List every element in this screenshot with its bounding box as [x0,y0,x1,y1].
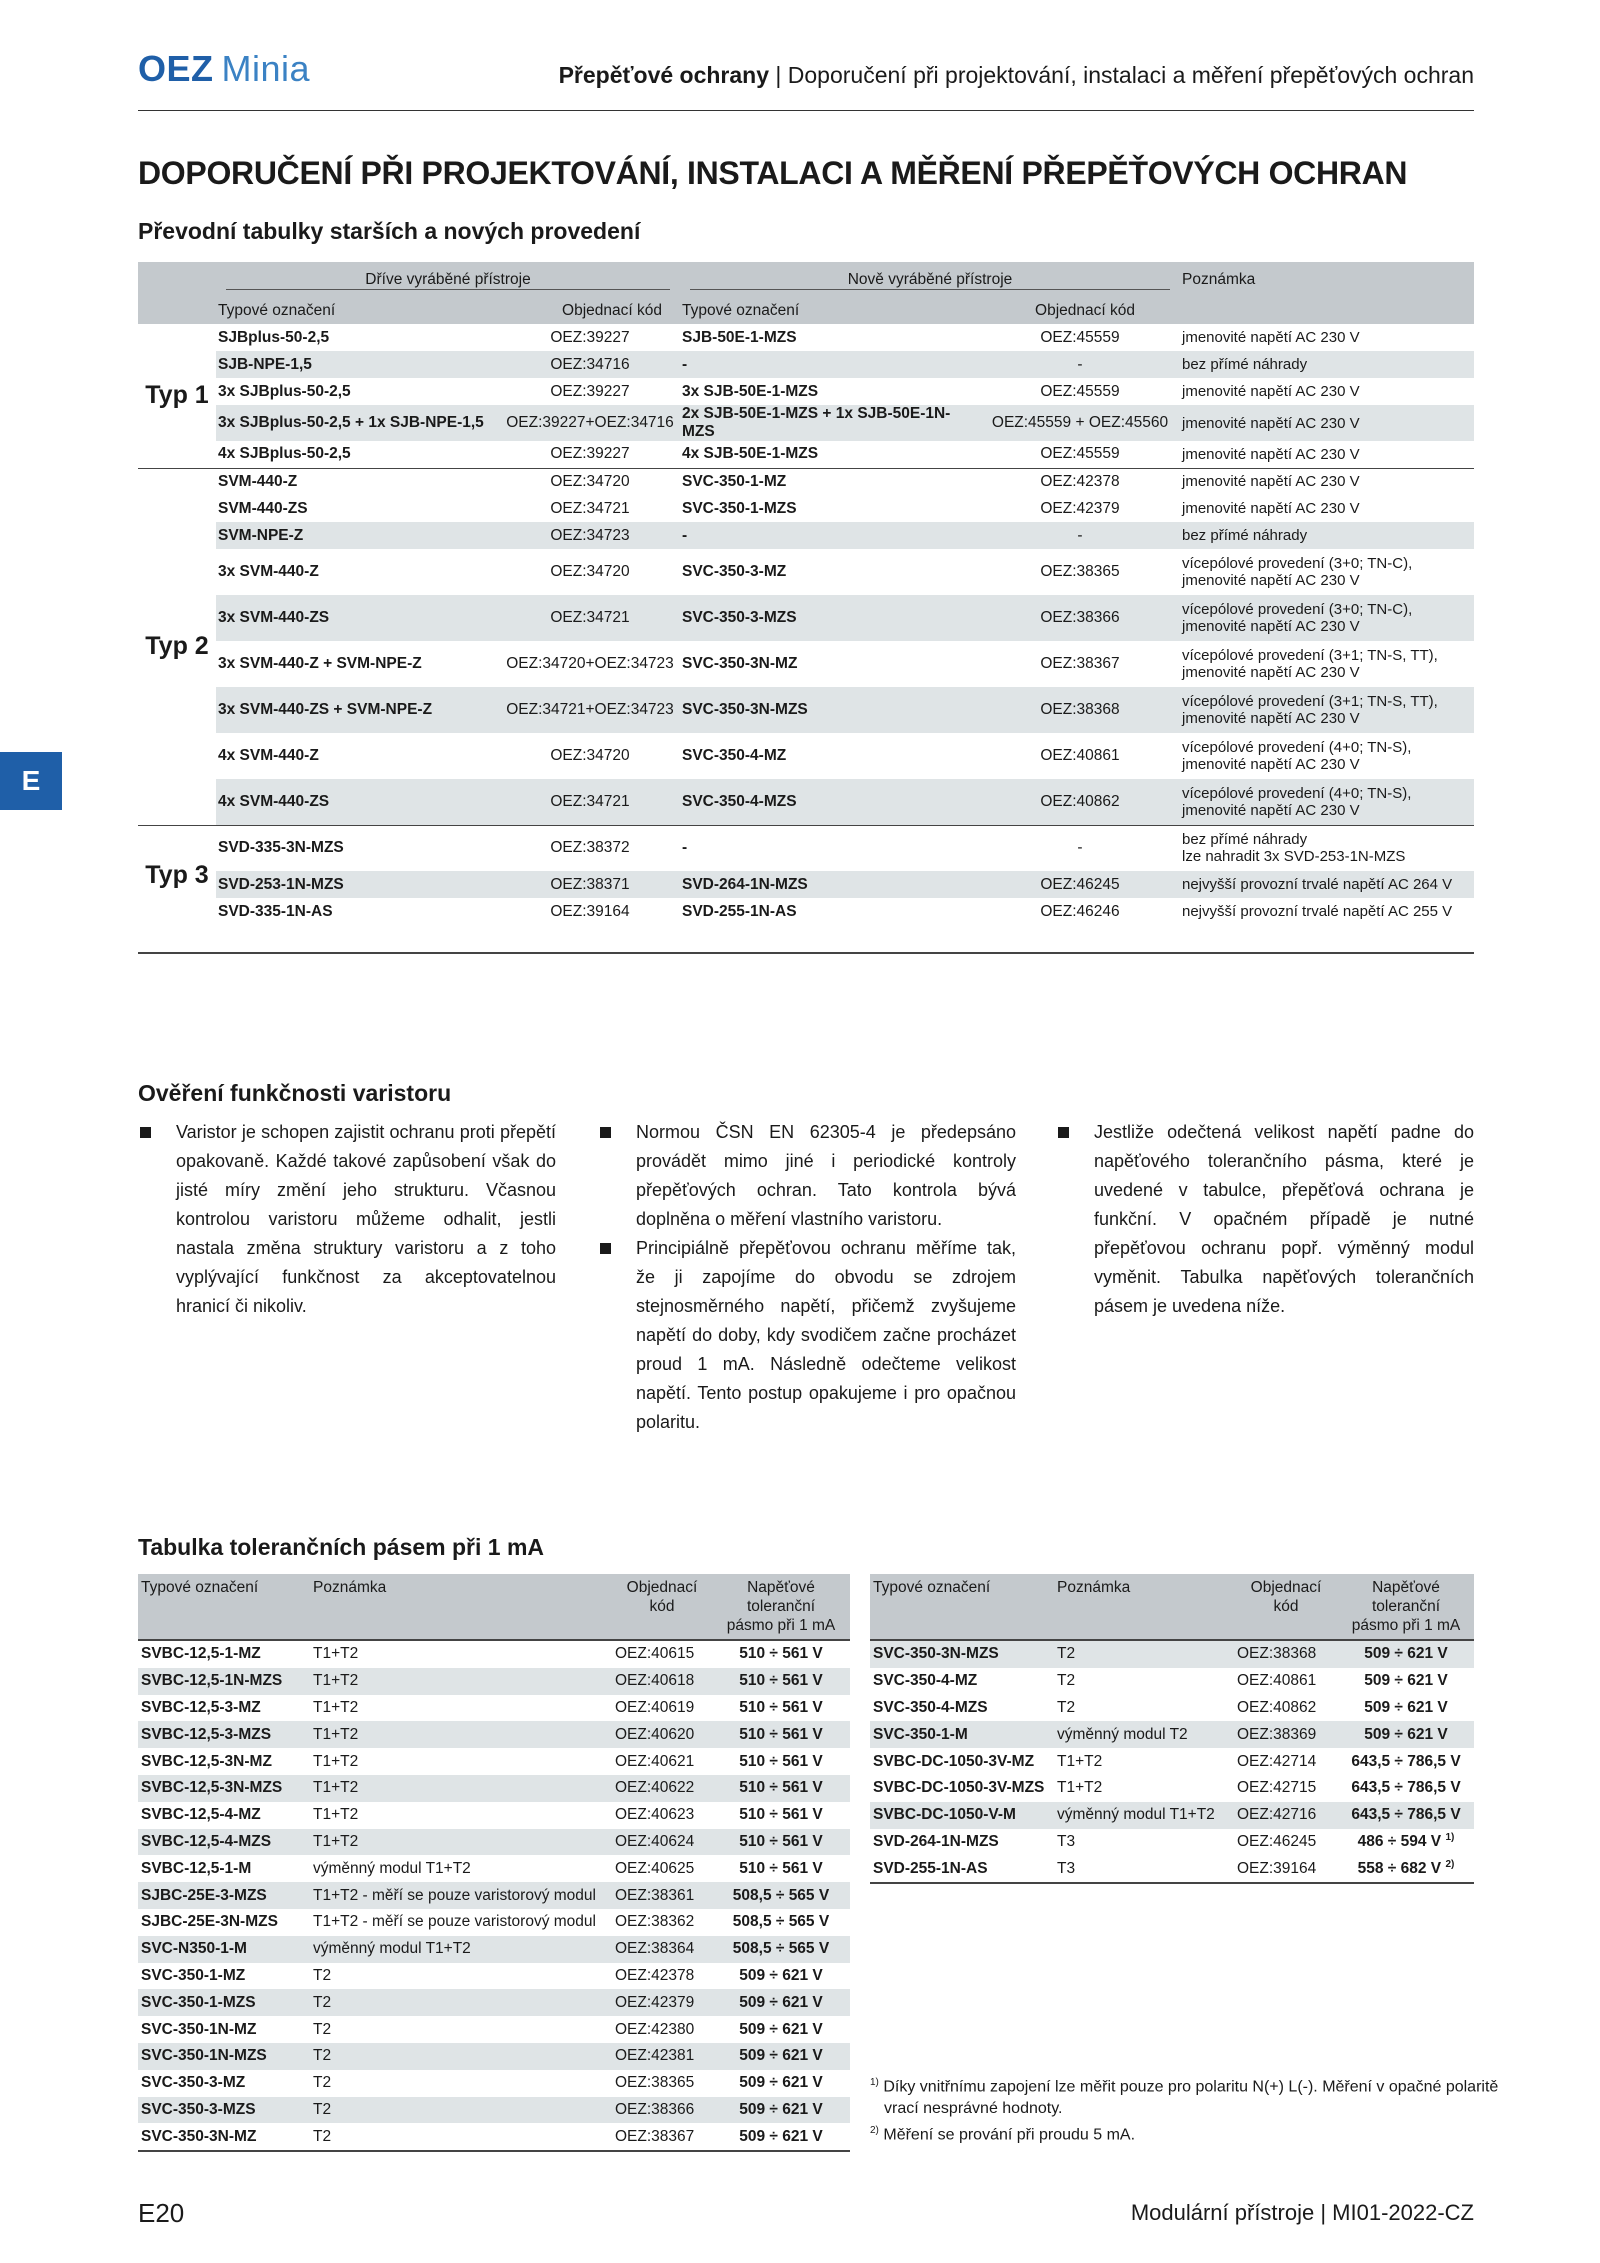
tol-band: 509 ÷ 621 V [712,1989,850,2016]
old-type: 3x SVM-440-Z [218,563,319,580]
tolerance-row [138,1802,850,1829]
tol-code: OEZ:40861 [1237,1672,1317,1690]
new-code: OEZ:40862 [1040,792,1120,810]
new-type: - [682,526,688,544]
chapter-tab: E [0,752,62,810]
conversion-row [138,468,1474,495]
tolerance-row [138,1909,850,1936]
header-topic: Doporučení při projektování, instalaci a měření přepěťových ochran [787,62,1474,88]
tol-band: 509 ÷ 621 V [712,2043,850,2070]
tol-note: T1+T2 [310,1829,612,1856]
tol-code: OEZ:42381 [612,2043,712,2070]
running-header [559,62,1474,89]
tol-type: SVBC-12,5-4-MZ [141,1806,261,1824]
tol-note: T3 [1054,1855,1234,1883]
conversion-row [138,687,1474,733]
footnote-1: $^{1)}$ Díky vnitřnímu zapojení lze měřit pouze pro polaritu N(+) L(-). Měření v opačné polaritě [870,2077,1499,2096]
new-code: OEZ:45559 [1040,382,1120,400]
tolerance-row [138,2043,850,2070]
tolerance-row [138,1640,850,1668]
tol-type: SVBC-12,5-1-MZ [141,1645,261,1663]
tolerance-row [870,1748,1474,1775]
tolerance-row [870,1695,1474,1722]
tol-note: T2 [1054,1640,1234,1668]
tolerance-row [870,1829,1474,1856]
type-group-label: Typ 2 [138,468,216,825]
row-note: vícepólové provedení (3+1; TN-S, TT), jmenovité napětí AC 230 V [1182,693,1438,727]
footnote-1-cont: vrací nesprávné hodnoty. [884,2100,1063,2118]
tol-type: SVC-350-1-M [870,1721,1054,1748]
tolerance-row [138,1989,850,2016]
head-note: Poznámka [1182,271,1256,288]
row-note: jmenovité napětí AC 230 V [1180,468,1474,495]
tol-code: OEZ:38364 [612,1936,712,1963]
tol-note: T2 [310,2043,612,2070]
tolerance-subtitle: Tabulka tolerančních pásem při 1 mA [138,1534,545,1560]
new-code: OEZ:45559 [1040,328,1120,346]
tolerance-table-right [870,1574,1474,1884]
tol-note: T2 [313,2074,332,2092]
tol-band: 508,5 ÷ 565 V [712,1936,850,1963]
tol-code: OEZ:40615 [615,1645,695,1663]
conversion-row [138,405,1474,441]
tol-code: OEZ:40621 [615,1752,695,1770]
header-section: Přepěťové ochrany [558,62,770,88]
new-type: SVC-350-1-MZS [682,499,797,517]
bullet-item: Jestliže odečtená velikost napětí padne do napěťového tolerančního pásma, které je uvedené v tabulce, přepěťová ochrana je funkční. V opačném případě je nutné přepěťovou ochranu popř. výměnný modul vyměnit. Tabulka napěťových tolerančních pásem je uvedena níže. [1056,1118,1474,1321]
tol-code: OEZ:38366 [612,2097,712,2124]
varistor-subtitle: Ověření funkčnosti varistoru [138,1080,452,1106]
tol-note: T2 [1057,1698,1076,1716]
head-new-code: Objednací kód [1035,302,1135,319]
bullet-item: Varistor je schopen zajistit ochranu proti přepětí opakovaně. Každé takové zapůsobení však do jisté míry změní jeho strukturu. Včasnou kontrolou varistoru můžeme odhalit, jestli nastala změna struktury varistoru a z toho vyplývající funkčnost za akceptovatelnou hranicí či nikoliv. [138,1118,556,1321]
logo-oez: OEZ [138,48,214,89]
tol-band: 509 ÷ 621 V [1364,1672,1448,1690]
head-old-type: Typové označení [218,302,336,319]
tol-code: OEZ:40622 [612,1775,712,1802]
tol-type: SVC-350-1-MZS [138,1989,310,2016]
tol-band: 510 ÷ 561 V [739,1698,823,1716]
new-type: 4x SJB-50E-1-MZS [682,445,819,463]
new-code: OEZ:45559 + OEZ:45560 [991,414,1169,431]
old-type: SVM-440-ZS [218,499,308,517]
tolerance-row [138,1775,850,1802]
head-old: Dříve vyráběné přístroje [216,262,680,298]
footnote-2: $^{2)}$ Měření se prování při proudu 5 mA. [870,2125,1136,2144]
tol-head-type: Typové označení [870,1574,1054,1640]
new-type: SVC-350-3-MZS [682,609,797,626]
tol-note: T1+T2 [1057,1752,1103,1770]
tol-band: 509 ÷ 621 V [739,2074,823,2092]
tol-code: OEZ:40624 [612,1829,712,1856]
tol-head-note: Poznámka [1054,1574,1234,1640]
tolerance-row [870,1855,1474,1883]
tolerance-row [138,1695,850,1722]
new-type: 2x SJB-50E-1-MZS + 1x SJB-50E-1N-MZS [682,405,951,440]
tol-code: OEZ:38367 [612,2123,712,2151]
conversion-row [138,871,1474,898]
tol-band: 486 ÷ 594 V $^{1)}$ [1357,1832,1455,1851]
tol-band: 643,5 ÷ 786,5 V [1351,1779,1461,1797]
tol-type: SVBC-12,5-3N-MZ [141,1752,272,1770]
old-type: SVM-NPE-Z [218,526,304,544]
old-code: OEZ:39227 [550,382,630,400]
new-type: SVC-350-1-MZ [680,468,980,495]
tolerance-row [138,2070,850,2097]
tol-note: T2 [310,1989,612,2016]
tol-type: SVC-350-1-MZ [141,1966,246,1984]
new-code: OEZ:46245 [1040,875,1120,893]
conversion-row [138,733,1474,779]
new-code: OEZ:38368 [1040,701,1120,718]
tolerance-row [870,1640,1474,1668]
old-type: 3x SVM-440-ZS + SVM-NPE-Z [218,701,433,718]
new-type: SVC-350-3-MZ [682,563,787,580]
tol-note: T1+T2 [313,1698,359,1716]
conversion-row [138,351,1474,378]
row-note: vícepólové provedení (3+1; TN-S, TT), jmenovité napětí AC 230 V [1182,647,1438,681]
bullet-item: Normou ČSN EN 62305-4 je předepsáno provádět mimo jiné i periodické kontroly přepěťových ochran. Tato kontrola bývá doplněna o měření vlastního varistoru. [598,1118,1016,1234]
conversion-row [138,495,1474,522]
tol-type: SVC-350-3-MZS [138,2097,310,2124]
tol-code: OEZ:38365 [615,2074,695,2092]
tolerance-row [138,1882,850,1909]
tol-band: 509 ÷ 621 V [1364,1698,1448,1716]
conversion-table [138,262,1474,925]
head-new-type: Typové označení [682,302,800,319]
tol-code: OEZ:42378 [615,1966,695,1984]
tol-note: výměnný modul T1+T2 [313,1859,471,1877]
tol-note: T2 [1057,1672,1076,1690]
conversion-row [138,441,1474,468]
tol-band: 508,5 ÷ 565 V [732,1913,830,1931]
old-code: OEZ:39164 [550,902,630,920]
tol-note: T1+T2 [313,1645,359,1663]
varistor-col-1 [138,1118,556,1321]
row-note: vícepólové provedení (4+0; TN-S), jmenovité napětí AC 230 V [1182,784,1412,819]
old-code: OEZ:34721 [550,499,630,517]
old-code: OEZ:34721+OEZ:34723 [506,701,674,718]
tol-type: SVC-350-3N-MZ [138,2123,310,2151]
old-code: OEZ:38372 [500,825,680,871]
tol-band: 510 ÷ 561 V [739,1645,823,1663]
tol-band: 509 ÷ 621 V [1338,1721,1474,1748]
tol-type: SVBC-DC-1050-3V-MZ [873,1752,1035,1770]
old-type: SVD-253-1N-MZS [218,875,344,893]
tol-band: 508,5 ÷ 565 V [712,1882,850,1909]
new-code: - [1077,526,1083,544]
tolerance-row [138,1855,850,1882]
old-type: 4x SVM-440-Z [218,747,319,764]
new-type: SVC-350-3N-MZ [682,655,798,672]
tolerance-row [138,2097,850,2124]
footnotes [870,2072,1498,2147]
tol-type: SVC-350-4-MZS [873,1698,988,1716]
tolerance-left-head [138,1574,850,1640]
row-note: jmenovité napětí AC 230 V [1182,445,1360,463]
tol-note: výměnný modul T2 [1054,1721,1234,1748]
tol-code: OEZ:38369 [1234,1721,1338,1748]
logo-minia: Minia [221,48,311,89]
new-type: - [680,825,980,871]
conversion-head-groups [138,262,1474,298]
tol-band: 509 ÷ 621 V [712,2097,850,2124]
old-code: OEZ:34720 [550,747,630,764]
tol-note: výměnný modul T1+T2 [310,1936,612,1963]
header-rule [138,110,1474,111]
tol-band: 509 ÷ 621 V [1338,1640,1474,1668]
head-old-code: Objednací kód [562,302,662,319]
tol-note: výměnný modul T1+T2 [1054,1802,1234,1829]
header-divider: | [775,62,788,88]
old-type: SJB-NPE-1,5 [218,355,312,373]
tol-code: OEZ:38361 [612,1882,712,1909]
tol-type: SVBC-12,5-1N-MZS [138,1668,310,1695]
new-type: SJB-50E-1-MZS [682,328,797,346]
tol-type: SVBC-12,5-1-M [141,1859,252,1877]
new-type: SVC-350-4-MZS [682,792,797,810]
tol-head-band: Napěťové toleranční pásmo při 1 mA [1338,1574,1474,1640]
tol-head-code: Objednací kód [612,1574,712,1640]
tol-code: OEZ:42379 [612,1989,712,2016]
old-type: 3x SVM-440-Z + SVM-NPE-Z [218,655,422,672]
page-number: E20 [138,2198,185,2228]
row-note: jmenovité napětí AC 230 V [1182,383,1360,400]
tolerance-table-left [138,1574,850,2152]
row-note: jmenovité napětí AC 230 V [1182,500,1360,517]
conversion-head-cols [138,298,1474,324]
old-type: 3x SJBplus-50-2,5 + 1x SJB-NPE-1,5 [218,414,484,431]
tol-code: OEZ:42714 [1237,1752,1317,1770]
new-code: OEZ:40861 [1040,747,1120,764]
tol-note: T2 [313,2020,332,2038]
varistor-col-2 [598,1118,1016,1437]
tol-band: 510 ÷ 561 V [712,1829,850,1856]
tol-band: 510 ÷ 561 V [739,1752,823,1770]
tol-code: OEZ:39164 [1234,1855,1338,1883]
old-code: OEZ:34720 [500,468,680,495]
old-type: 3x SJBplus-50-2,5 [218,382,351,400]
tol-band: 509 ÷ 621 V [712,2123,850,2151]
tolerance-row [870,1668,1474,1695]
conversion-row [138,549,1474,595]
old-code: OEZ:34721 [550,792,630,810]
tol-code: OEZ:38362 [615,1913,695,1931]
old-code: OEZ:39227 [550,445,630,463]
footer-publication: Modulární přístroje | MI01-2022-CZ [1130,2200,1474,2225]
row-note: vícepólové provedení (4+0; TN-S), jmenovité napětí AC 230 V [1182,739,1412,773]
tolerance-row [138,1936,850,1963]
conversion-row [138,825,1474,871]
tol-type: SVBC-12,5-4-MZS [138,1829,310,1856]
tol-type: SVC-350-3-MZ [141,2074,246,2092]
old-type: 4x SVM-440-ZS [218,792,330,810]
varistor-col-3 [1056,1118,1474,1321]
tol-band: 510 ÷ 561 V [712,1775,850,1802]
tol-note: T1+T2 [310,1775,612,1802]
tol-type: SVBC-DC-1050-3V-MZS [873,1779,1045,1797]
tol-code: OEZ:42716 [1234,1802,1338,1829]
new-code: - [980,825,1180,871]
tolerance-row [138,2123,850,2151]
conversion-row [138,898,1474,925]
tol-band: 510 ÷ 561 V [712,1668,850,1695]
old-type: SVD-335-3N-MZS [216,825,500,871]
tol-note: T1+T2 [310,1721,612,1748]
tol-type: SVC-N350-1-M [138,1936,310,1963]
tol-code: OEZ:40619 [615,1698,695,1716]
new-code: OEZ:46246 [1040,902,1120,920]
tolerance-row [138,1829,850,1856]
row-note: bez přímé náhrady [1182,356,1308,373]
head-new: Nově vyráběné přístroje [680,262,1180,298]
tol-type: SJBC-25E-3N-MZS [141,1913,278,1931]
tol-type: SVD-255-1N-AS [870,1855,1054,1883]
row-note: vícepólové provedení (3+0; TN-C), jmenovité napětí AC 230 V [1182,601,1413,635]
old-type: SVD-335-1N-AS [218,902,333,920]
row-note: bez přímé náhrady lze nahradit 3x SVD-253-1N-MZS [1180,825,1474,871]
old-code: OEZ:39227 [550,328,630,346]
bullet-item: Principiálně přepěťovou ochranu měříme tak, že ji zapojíme do obvodu se zdrojem stejnosměrného napětí, přičemž zvyšujeme napětí do doby, kdy svodičem začne procházet proud 1 mA. Následně odečteme velikost napětí. Tento postup opakujeme i pro opačnou polaritu. [598,1234,1016,1437]
tol-band: 558 ÷ 682 V $^{2)}$ [1338,1855,1474,1883]
tol-band: 510 ÷ 561 V [739,1859,823,1877]
conversion-row [138,595,1474,641]
tol-code: OEZ:40625 [615,1859,695,1877]
tol-type: SVC-350-4-MZ [873,1672,978,1690]
type-group-label: Typ 1 [138,324,216,468]
tol-note: T2 [310,2123,612,2151]
tol-type: SVC-350-3N-MZS [870,1640,1054,1668]
new-type: 3x SJB-50E-1-MZS [682,382,819,400]
tolerance-row [138,1963,850,1990]
row-note: nejvyšší provozní trvalé napětí AC 255 V [1182,903,1453,920]
tol-code: OEZ:42715 [1237,1779,1317,1797]
row-note: vícepólové provedení (3+0; TN-C), jmenovité napětí AC 230 V [1182,555,1413,589]
old-code: OEZ:39227+OEZ:34716 [506,414,674,431]
tol-type: SVC-350-1N-MZS [138,2043,310,2070]
tol-head-code: Objednací kód [1234,1574,1338,1640]
new-type: SVC-350-3N-MZS [682,701,808,718]
tol-type: SVBC-12,5-3-MZ [141,1698,261,1716]
tol-note: T1+T2 [310,1668,612,1695]
tol-type: SVD-264-1N-MZS [873,1832,999,1850]
tolerance-row [138,1748,850,1775]
tol-note: T1+T2 [1057,1779,1103,1797]
tol-band: 510 ÷ 561 V [712,1721,850,1748]
tol-note: T1+T2 [313,1752,359,1770]
old-type: 3x SVM-440-ZS [218,609,330,626]
old-code: OEZ:34720 [550,563,630,580]
new-type: SVD-264-1N-MZS [682,875,808,893]
tol-type: SVBC-12,5-3-MZS [138,1721,310,1748]
tol-head-band: Napěťové toleranční pásmo při 1 mA [712,1574,850,1640]
tol-note: T1+T2 - měří se pouze varistorový modul [310,1882,612,1909]
old-type: SVM-440-Z [216,468,500,495]
tol-note: T3 [1057,1832,1076,1850]
new-code: - [1077,355,1083,373]
old-code: OEZ:34723 [550,526,630,544]
tol-code: OEZ:38368 [1234,1640,1338,1668]
page-title: DOPORUČENÍ PŘI PROJEKTOVÁNÍ, INSTALACI A MĚŘENÍ PŘEPĚŤOVÝCH OCHRAN [138,155,1408,191]
row-note: nejvyšší provozní trvalé napětí AC 264 V [1182,876,1453,893]
type-group-label: Typ 3 [138,825,216,925]
tolerance-row [138,1668,850,1695]
tol-type: SJBC-25E-3-MZS [138,1882,310,1909]
tol-note: T2 [313,1966,332,1984]
tol-band: 643,5 ÷ 786,5 V [1338,1802,1474,1829]
tol-code: OEZ:46245 [1237,1832,1317,1850]
new-code: OEZ:38365 [1040,563,1120,580]
old-type: 4x SJBplus-50-2,5 [218,445,351,463]
old-code: OEZ:34716 [550,355,630,373]
tol-note: T2 [310,2097,612,2124]
tol-code: OEZ:42380 [615,2020,695,2038]
new-code: OEZ:38366 [1040,609,1120,626]
row-note: bez přímé náhrady [1182,527,1308,544]
new-code: OEZ:38367 [1040,655,1120,672]
conversion-row [138,641,1474,687]
row-note: jmenovité napětí AC 230 V [1182,329,1360,346]
tol-band: 509 ÷ 621 V [739,2020,823,2038]
new-code: OEZ:42378 [980,468,1180,495]
old-code: OEZ:34720+OEZ:34723 [506,655,674,672]
new-code: OEZ:42379 [1040,499,1120,517]
tol-code: OEZ:40862 [1237,1698,1317,1716]
old-code: OEZ:38371 [550,875,630,893]
tolerance-row [138,2016,850,2043]
tol-head-note: Poznámka [310,1574,612,1640]
tol-band: 643,5 ÷ 786,5 V [1351,1752,1461,1770]
row-note: jmenovité napětí AC 230 V [1182,414,1360,432]
conversion-row [138,522,1474,549]
conversion-table-end [138,952,1474,954]
tolerance-row [138,1721,850,1748]
conversion-row [138,779,1474,825]
new-type: SVD-255-1N-AS [682,902,797,920]
tolerance-row [870,1802,1474,1829]
tol-head-type: Typové označení [138,1574,310,1640]
conversion-subtitle: Převodní tabulky starších a nových provedení [138,218,641,244]
oez-minia-logo [138,48,310,90]
tol-code: OEZ:40620 [612,1721,712,1748]
tol-band: 510 ÷ 561 V [739,1806,823,1824]
tol-note: T1+T2 [313,1806,359,1824]
new-type: - [682,355,688,373]
tol-note: T1+T2 - měří se pouze varistorový modul [313,1913,596,1931]
tol-code: OEZ:40618 [612,1668,712,1695]
conversion-row [138,378,1474,405]
old-type: SJBplus-50-2,5 [218,328,330,346]
tol-band: 509 ÷ 621 V [739,1966,823,1984]
tol-code: OEZ:40623 [615,1806,695,1824]
tolerance-right-head [870,1574,1474,1640]
new-type: SVC-350-4-MZ [682,747,787,764]
new-code: OEZ:45559 [1040,445,1120,463]
tolerance-row [870,1721,1474,1748]
tolerance-row [870,1775,1474,1802]
conversion-row [138,324,1474,351]
tol-type: SVBC-12,5-3N-MZS [138,1775,310,1802]
tol-type: SVC-350-1N-MZ [141,2020,257,2038]
old-code: OEZ:34721 [550,609,630,626]
tol-type: SVBC-DC-1050-V-M [870,1802,1054,1829]
